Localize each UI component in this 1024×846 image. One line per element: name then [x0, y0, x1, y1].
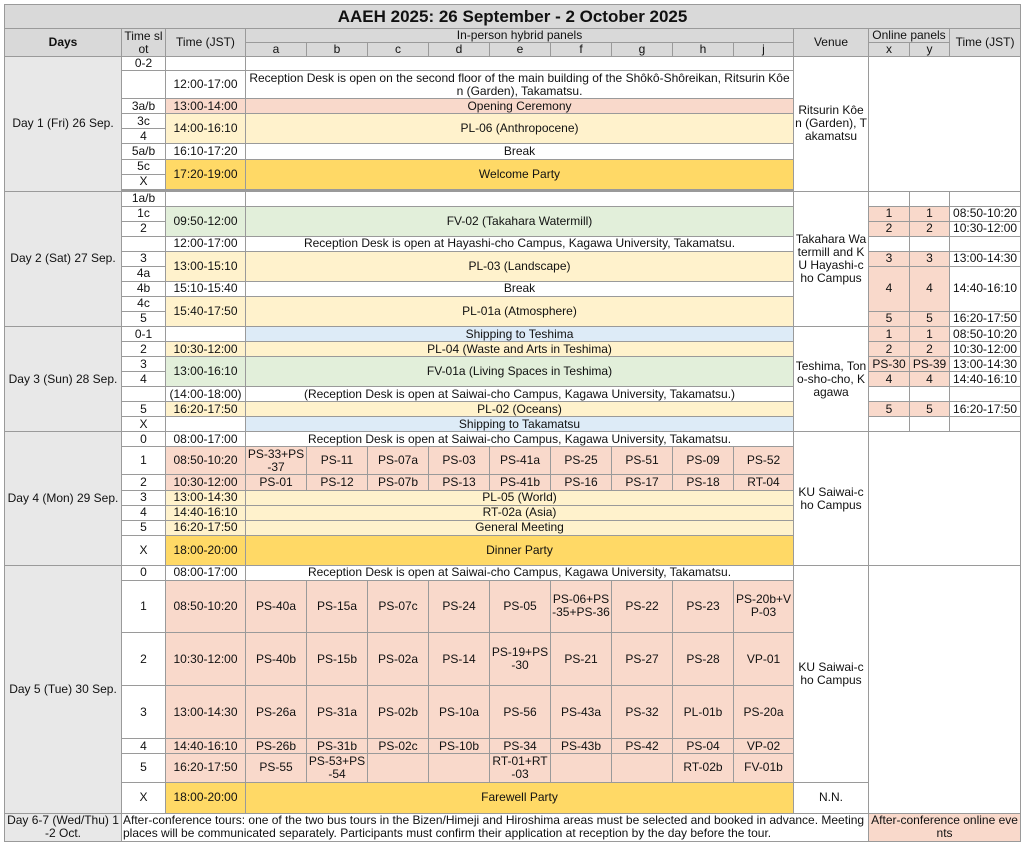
panel-cell: PS-12: [307, 475, 368, 490]
panel-cell: RT-04: [734, 475, 794, 490]
online-empty: [910, 191, 950, 206]
online-panel: 4: [910, 372, 950, 387]
online-time: 08:50-10:20: [950, 327, 1021, 342]
online-panel: 4: [869, 372, 910, 387]
time-cell: 18:00-20:00: [166, 535, 246, 565]
panel-cell: PS-41a: [490, 447, 551, 475]
panel-cell: PS-05: [490, 580, 551, 632]
online-empty: [869, 565, 1021, 813]
time-cell: 13:00-14:30: [166, 686, 246, 739]
panel-cell: PS-31b: [307, 739, 368, 754]
time-cell: 16:20-17:50: [166, 754, 246, 782]
slot-cell: 2: [122, 342, 166, 357]
slot-cell: 0-2: [122, 57, 166, 71]
slot-cell: [122, 236, 166, 251]
panel-cell: [612, 754, 673, 782]
panel-cell: PS-16: [551, 475, 612, 490]
online-panel: 2: [869, 342, 910, 357]
panel-cell: PS-06+PS-35+PS-36: [551, 580, 612, 632]
panel-cell: PS-26a: [246, 686, 307, 739]
time-cell: 12:00-17:00: [166, 236, 246, 251]
online-panel: 3: [910, 251, 950, 266]
online-empty: [869, 432, 1021, 565]
day4-venue: KU Saiwai-cho Campus: [794, 432, 869, 565]
online-empty: [950, 191, 1021, 206]
day5-label: Day 5 (Tue) 30 Sep.: [5, 565, 122, 813]
party-event: Welcome Party: [246, 159, 794, 189]
panel-cell: PS-26b: [246, 739, 307, 754]
online-empty: [910, 236, 950, 251]
day2-label: Day 2 (Sat) 27 Sep.: [5, 191, 122, 326]
slot-cell: 4a: [122, 266, 166, 281]
online-empty: [869, 57, 1021, 191]
online-empty: [910, 417, 950, 432]
online-col-header: x: [869, 43, 910, 57]
panel-cell: PS-07a: [368, 447, 429, 475]
slot-cell: 0: [122, 565, 166, 580]
slot-cell: 1: [122, 580, 166, 632]
time-cell: 13:00-14:00: [166, 99, 246, 114]
slot-cell: X: [122, 782, 166, 813]
panel-cell: PS-33+PS-37: [246, 447, 307, 475]
day5-venue: KU Saiwai-cho Campus: [794, 565, 869, 782]
room-header: g: [612, 43, 673, 57]
slot-cell: 3: [122, 490, 166, 505]
panel-cell: FV-01b: [734, 754, 794, 782]
online-empty: [950, 236, 1021, 251]
time-cell: 12:00-17:00: [166, 71, 246, 99]
online-time: 14:40-16:10: [950, 266, 1021, 311]
day67-label: Day 6-7 (Wed/Thu) 1-2 Oct.: [5, 813, 122, 841]
online-time: 16:20-17:50: [950, 311, 1021, 326]
online-time: 13:00-14:30: [950, 251, 1021, 266]
time-cell: 08:50-10:20: [166, 580, 246, 632]
panel-cell: PS-14: [429, 632, 490, 685]
time-cell: 17:20-19:00: [166, 159, 246, 189]
slot-cell: 1: [122, 447, 166, 475]
online-panel: 1: [869, 206, 910, 221]
panel-cell: PS-13: [429, 475, 490, 490]
slot-cell: 5: [122, 402, 166, 417]
field-visit-event: FV-02 (Takahara Watermill): [246, 206, 794, 236]
panel-cell: PS-23: [673, 580, 734, 632]
panel-cell: PS-53+PS-54: [307, 754, 368, 782]
time-cell: [166, 57, 246, 71]
schedule-table: [4, 4, 1021, 842]
day2-venue: Takahara Watermill and KU Hayashi-cho Campus: [794, 191, 869, 326]
slot-cell: 5: [122, 754, 166, 782]
panel-cell: PS-02a: [368, 632, 429, 685]
panel-cell: PS-02c: [368, 739, 429, 754]
time-cell: 08:50-10:20: [166, 447, 246, 475]
slot-cell: 2: [122, 632, 166, 685]
plenary-event: PL-05 (World): [246, 490, 794, 505]
break-event: Break: [246, 144, 794, 159]
meeting-event: General Meeting: [246, 520, 794, 535]
time-cell: 14:00-16:10: [166, 114, 246, 144]
panel-cell: [368, 754, 429, 782]
online-panel: PS-30: [869, 357, 910, 372]
venue-header: Venue: [794, 29, 869, 57]
time-cell: 08:00-17:00: [166, 565, 246, 580]
slot-cell: [122, 387, 166, 402]
time-cell: 14:40-16:10: [166, 505, 246, 520]
panel-cell: PS-51: [612, 447, 673, 475]
panel-cell: PS-07c: [368, 580, 429, 632]
panel-cell: [551, 754, 612, 782]
reception-event: (Reception Desk is open at Saiwai-cho Campus, Kagawa University, Takamatsu.): [246, 387, 794, 402]
online-empty: [869, 387, 910, 402]
online-col-header: y: [910, 43, 950, 57]
slot-cell: 3a/b: [122, 99, 166, 114]
online-time: 13:00-14:30: [950, 357, 1021, 372]
panel-cell: PS-42: [612, 739, 673, 754]
panel-cell: PS-09: [673, 447, 734, 475]
time2-header: Time (JST): [950, 29, 1021, 57]
online-panel: 1: [910, 327, 950, 342]
online-empty: [950, 387, 1021, 402]
slot-cell: 5: [122, 311, 166, 326]
day1-label: Day 1 (Fri) 26 Sep.: [5, 57, 122, 191]
time-cell: [166, 191, 246, 206]
online-time: 16:20-17:50: [950, 402, 1021, 417]
room-header: h: [673, 43, 734, 57]
slot-cell: 5: [122, 520, 166, 535]
empty-cell: [246, 57, 794, 71]
online-panel: 1: [910, 206, 950, 221]
panel-cell: [429, 754, 490, 782]
day4-label: Day 4 (Mon) 29 Sep.: [5, 432, 122, 565]
slot-cell: X: [122, 535, 166, 565]
slot-cell: 3: [122, 251, 166, 266]
panel-cell: PS-40b: [246, 632, 307, 685]
online-time: 08:50-10:20: [950, 206, 1021, 221]
online-panel: 5: [910, 402, 950, 417]
panel-cell: PS-18: [673, 475, 734, 490]
panel-cell: PS-41b: [490, 475, 551, 490]
opening-ceremony: Opening Ceremony: [246, 99, 794, 114]
slot-cell: X: [122, 417, 166, 432]
online-header: Online panels: [869, 29, 950, 43]
panel-cell: PS-32: [612, 686, 673, 739]
panel-cell: PS-15b: [307, 632, 368, 685]
panel-cell: PS-21: [551, 632, 612, 685]
slot-cell: 4: [122, 129, 166, 144]
panel-cell: PS-25: [551, 447, 612, 475]
panel-cell: PS-31a: [307, 686, 368, 739]
room-header: c: [368, 43, 429, 57]
panel-cell: PS-04: [673, 739, 734, 754]
panel-cell: RT-01+RT-03: [490, 754, 551, 782]
room-header: b: [307, 43, 368, 57]
time-cell: 16:20-17:50: [166, 520, 246, 535]
party-event: Dinner Party: [246, 535, 794, 565]
time-header: Time (JST): [166, 29, 246, 57]
time-cell: 15:40-17:50: [166, 296, 246, 326]
online-panel: 2: [910, 221, 950, 236]
time-cell: 13:00-14:30: [166, 490, 246, 505]
online-empty: [869, 236, 910, 251]
panel-cell: PS-20b+VP-03: [734, 580, 794, 632]
time-cell: 16:10-17:20: [166, 144, 246, 159]
panel-cell: PS-10b: [429, 739, 490, 754]
empty-cell: [246, 191, 794, 206]
slot-cell: 1c: [122, 206, 166, 221]
panel-cell: PS-07b: [368, 475, 429, 490]
time-cell: 08:00-17:00: [166, 432, 246, 447]
reception-event: Reception Desk is open at Saiwai-cho Campus, Kagawa University, Takamatsu.: [246, 432, 794, 447]
panel-cell: PS-01: [246, 475, 307, 490]
online-panel: 5: [869, 402, 910, 417]
time-cell: 16:20-17:50: [166, 402, 246, 417]
panel-cell: PS-15a: [307, 580, 368, 632]
time-cell: 13:00-16:10: [166, 357, 246, 387]
time-cell: (14:00-18:00): [166, 387, 246, 402]
room-header: e: [490, 43, 551, 57]
slot-cell: 4: [122, 372, 166, 387]
slot-cell: 1a/b: [122, 191, 166, 206]
slot-cell: 4: [122, 505, 166, 520]
time-cell: 18:00-20:00: [166, 782, 246, 813]
panel-cell: PS-43b: [551, 739, 612, 754]
slot-cell: 4b: [122, 281, 166, 296]
reception-event: Reception Desk is open at Saiwai-cho Campus, Kagawa University, Takamatsu.: [246, 565, 794, 580]
panel-cell: PS-55: [246, 754, 307, 782]
panel-cell: VP-01: [734, 632, 794, 685]
online-panel: 1: [869, 327, 910, 342]
slot-cell: 4c: [122, 296, 166, 311]
day3-label: Day 3 (Sun) 28 Sep.: [5, 327, 122, 432]
shipping-event: Shipping to Teshima: [246, 327, 794, 342]
days-header: Days: [5, 29, 122, 57]
panel-cell: PS-19+PS-30: [490, 632, 551, 685]
online-panel: 4: [869, 266, 910, 311]
party-event: Farewell Party: [246, 782, 794, 813]
room-header: j: [734, 43, 794, 57]
time-cell: 10:30-12:00: [166, 342, 246, 357]
panel-cell: PS-34: [490, 739, 551, 754]
panel-cell: PS-24: [429, 580, 490, 632]
online-panel: 3: [869, 251, 910, 266]
panel-cell: PS-02b: [368, 686, 429, 739]
panel-cell: PS-22: [612, 580, 673, 632]
panel-cell: PS-10a: [429, 686, 490, 739]
tours-note: After-conference tours: one of the two bus tours in the Bizen/Himeji and Hiroshima areas must be selected and booked in advance. Meeting places will be communicated separately. Participants must confirm their application at reception by the day before the tour.: [122, 813, 869, 841]
inperson-header: In-person hybrid panels: [246, 29, 794, 43]
slot-cell: [122, 71, 166, 99]
panel-cell: PS-52: [734, 447, 794, 475]
online-empty: [869, 417, 910, 432]
slot-cell: 4: [122, 739, 166, 754]
time-cell: 09:50-12:00: [166, 206, 246, 236]
online-panel: 4: [910, 266, 950, 311]
online-empty: [869, 191, 910, 206]
online-empty: [950, 417, 1021, 432]
break-event: Break: [246, 281, 794, 296]
field-visit-event: FV-01a (Living Spaces in Teshima): [246, 357, 794, 387]
slot-cell: 3c: [122, 114, 166, 129]
online-panel: 2: [910, 342, 950, 357]
slot-cell: 5c: [122, 159, 166, 174]
panel-cell: PS-11: [307, 447, 368, 475]
slot-cell: 0-1: [122, 327, 166, 342]
time-cell: 10:30-12:00: [166, 475, 246, 490]
schedule-title: AAEH 2025: 26 September - 2 October 2025: [5, 5, 1021, 29]
time-cell: 13:00-15:10: [166, 251, 246, 281]
roundtable-event: RT-02a (Asia): [246, 505, 794, 520]
slot-cell: X: [122, 174, 166, 189]
time-cell: 14:40-16:10: [166, 739, 246, 754]
panel-cell: PS-40a: [246, 580, 307, 632]
shipping-event: Shipping to Takamatsu: [246, 417, 794, 432]
time-cell: 15:10-15:40: [166, 281, 246, 296]
room-header: a: [246, 43, 307, 57]
online-empty: [910, 387, 950, 402]
online-events: After-conference online events: [869, 813, 1021, 841]
panel-cell: PS-20a: [734, 686, 794, 739]
panel-cell: PS-03: [429, 447, 490, 475]
time-cell: [166, 417, 246, 432]
time-cell: 10:30-12:00: [166, 632, 246, 685]
online-panel: 2: [869, 221, 910, 236]
panel-cell: PS-17: [612, 475, 673, 490]
slot-cell: 2: [122, 475, 166, 490]
time-cell: [166, 327, 246, 342]
panel-cell: PS-27: [612, 632, 673, 685]
panel-cell: PL-01b: [673, 686, 734, 739]
online-time: 10:30-12:00: [950, 342, 1021, 357]
slot-cell: 3: [122, 686, 166, 739]
room-header: d: [429, 43, 490, 57]
slot-cell: 3: [122, 357, 166, 372]
day1-venue: Ritsurin Kôen (Garden), Takamatsu: [794, 57, 869, 191]
plenary-event: PL-06 (Anthropocene): [246, 114, 794, 144]
day3-venue: Teshima, Tono-sho-cho, Kagawa: [794, 327, 869, 432]
slot-cell: 2: [122, 221, 166, 236]
panel-cell: RT-02b: [673, 754, 734, 782]
slot-cell: 0: [122, 432, 166, 447]
room-header: f: [551, 43, 612, 57]
day5-venue-party: N.N.: [794, 782, 869, 813]
reception-event: Reception Desk is open on the second floor of the main building of the Shôkô-Shôreikan, Ritsurin Kôen (Garden), Takamatsu.: [246, 71, 794, 99]
online-panel: 5: [869, 311, 910, 326]
panel-cell: VP-02: [734, 739, 794, 754]
reception-event: Reception Desk is open at Hayashi-cho Campus, Kagawa University, Takamatsu.: [246, 236, 794, 251]
slot-header: Time slot: [122, 29, 166, 57]
plenary-event: PL-01a (Atmosphere): [246, 296, 794, 326]
panel-cell: PS-43a: [551, 686, 612, 739]
online-panel: 5: [910, 311, 950, 326]
panel-cell: PS-56: [490, 686, 551, 739]
plenary-event: PL-04 (Waste and Arts in Teshima): [246, 342, 794, 357]
online-time: 14:40-16:10: [950, 372, 1021, 387]
online-panel: PS-39: [910, 357, 950, 372]
panel-cell: PS-28: [673, 632, 734, 685]
online-time: 10:30-12:00: [950, 221, 1021, 236]
plenary-event: PL-02 (Oceans): [246, 402, 794, 417]
plenary-event: PL-03 (Landscape): [246, 251, 794, 281]
slot-cell: 5a/b: [122, 144, 166, 159]
